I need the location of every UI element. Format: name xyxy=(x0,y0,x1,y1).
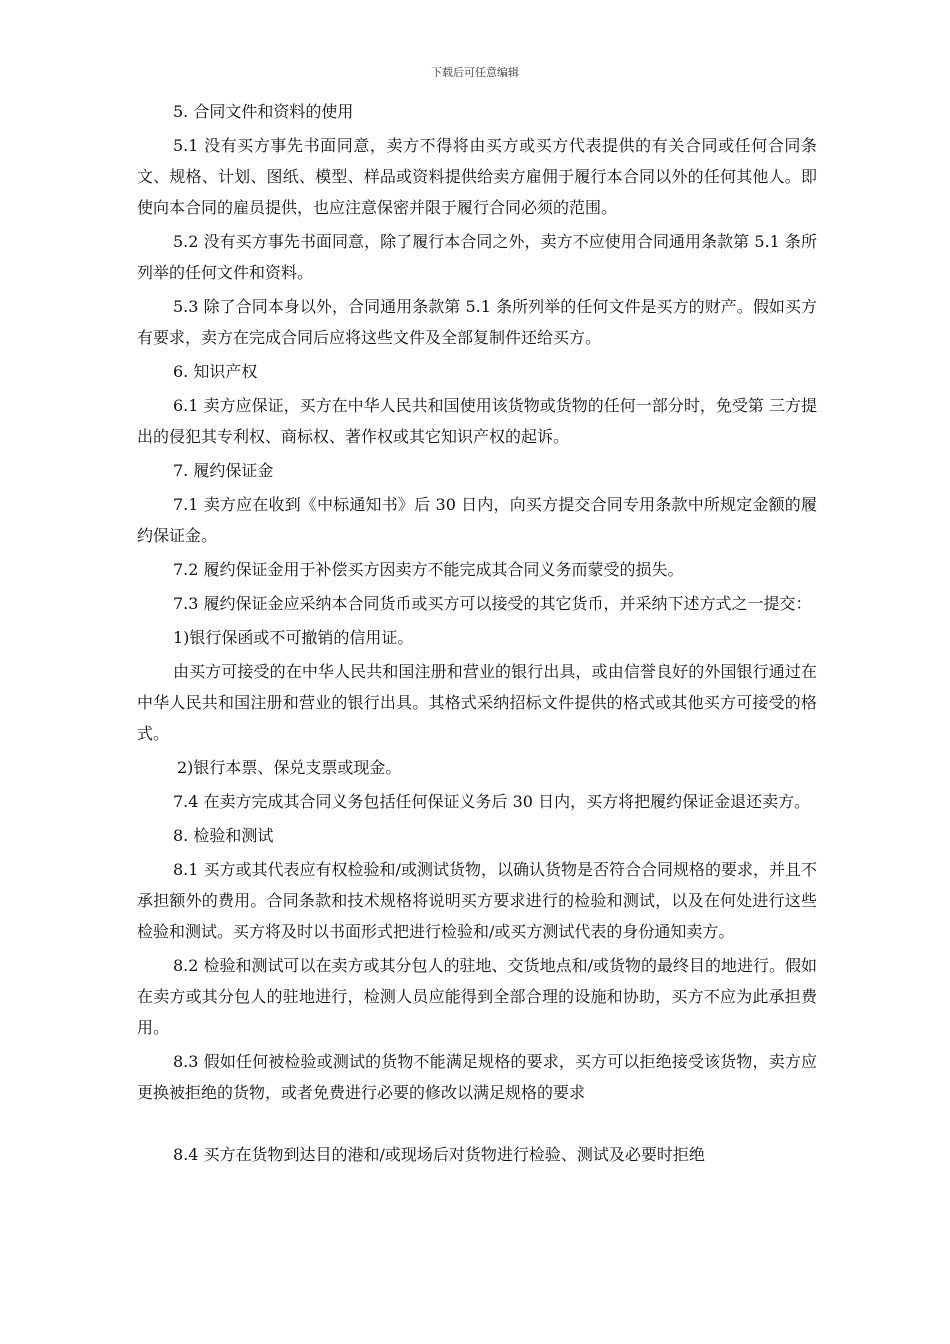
section-heading-6: 6. 知识产权 xyxy=(173,362,258,381)
paragraph-8-2: 8.2 检验和测试可以在卖方或其分包人的驻地、交货地点和/或货物的最终目的地进行。假如在卖方或其分包人的驻地进行，检测人员应能得到全部合理的设施和协助，买方不应为此承担费用。 xyxy=(137,956,817,1037)
paragraph-gap xyxy=(137,1111,817,1139)
paragraph-8-4: 8.4 买方在货物到达目的港和/或现场后对货物进行检验、测试及必要时拒绝 xyxy=(173,1145,705,1164)
section-heading-7: 7. 履约保证金 xyxy=(173,461,274,480)
section-heading-8: 8. 检验和测试 xyxy=(173,826,274,845)
paragraph-5-3: 5.3 除了合同本身以外，合同通用条款第 5.1 条所列举的任何文件是买方的财产。假如买方有要求，卖方在完成合同后应将这些文件及全部复制件还给买方。 xyxy=(137,297,817,347)
paragraph-6-1: 6.1 卖方应保证，买方在中华人民共和国使用该货物或货物的任何一部分时，免受第 三方提出的侵犯其专利权、商标权、著作权或其它知识产权的起诉。 xyxy=(137,396,817,446)
paragraph-7-3: 7.3 履约保证金应采纳本合同货币或买方可以接受的其它货币，并采纳下述方式之一提交： xyxy=(173,594,812,613)
document-body xyxy=(137,96,817,1173)
paragraph-7-1: 7.1 卖方应在收到《中标通知书》后 30 日内，向买方提交合同专用条款中所规定金额的履约保证金。 xyxy=(137,495,817,545)
paragraph-8-1: 8.1 买方或其代表应有权检验和/或测试货物，以确认货物是否符合合同规格的要求，并且不承担额外的费用。合同条款和技术规格将说明买方要求进行的检验和测试，以及在何处进行这些检验和测试。买方将及时以书面形式把进行检验和/或买方测试代表的身份通知卖方。 xyxy=(137,860,817,941)
paragraph-5-1: 5.1 没有买方事先书面同意，卖方不得将由买方或买方代表提供的有关合同或任何合同条文、规格、计划、图纸、模型、样品或资料提供给卖方雇佣于履行本合同以外的任何其他人。即使向本合同的雇员提供，也应注意保密并限于履行合同必须的范围。 xyxy=(137,136,817,217)
section-heading-5: 5. 合同文件和资料的使用 xyxy=(173,102,354,121)
paragraph-5-2: 5.2 没有买方事先书面同意，除了履行本合同之外，卖方不应使用合同通用条款第 5.1 条所列举的任何文件和资料。 xyxy=(137,232,817,282)
header-note: 下载后可任意编辑 xyxy=(431,66,519,79)
paragraph-bank-guarantee-detail: 由买方可接受的在中华人民共和国注册和营业的银行出具，或由信誉良好的外国银行通过在中华人民共和国注册和营业的银行出具。其格式采纳招标文件提供的格式或其他买方可接受的格式。 xyxy=(137,662,817,743)
list-item-bank-draft: 2)银行本票、保兑支票或现金。 xyxy=(177,758,402,777)
list-item-bank-guarantee: 1)银行保函或不可撤销的信用证。 xyxy=(173,628,414,647)
paragraph-8-3: 8.3 假如任何被检验或测试的货物不能满足规格的要求，买方可以拒绝接受该货物，卖方应更换被拒绝的货物，或者免费进行必要的修改以满足规格的要求 xyxy=(137,1052,817,1102)
paragraph-7-2: 7.2 履约保证金用于补偿买方因卖方不能完成其合同义务而蒙受的损失。 xyxy=(173,560,684,579)
paragraph-7-4: 7.4 在卖方完成其合同义务包括任何保证义务后 30 日内，买方将把履约保证金退还卖方。 xyxy=(173,792,811,811)
